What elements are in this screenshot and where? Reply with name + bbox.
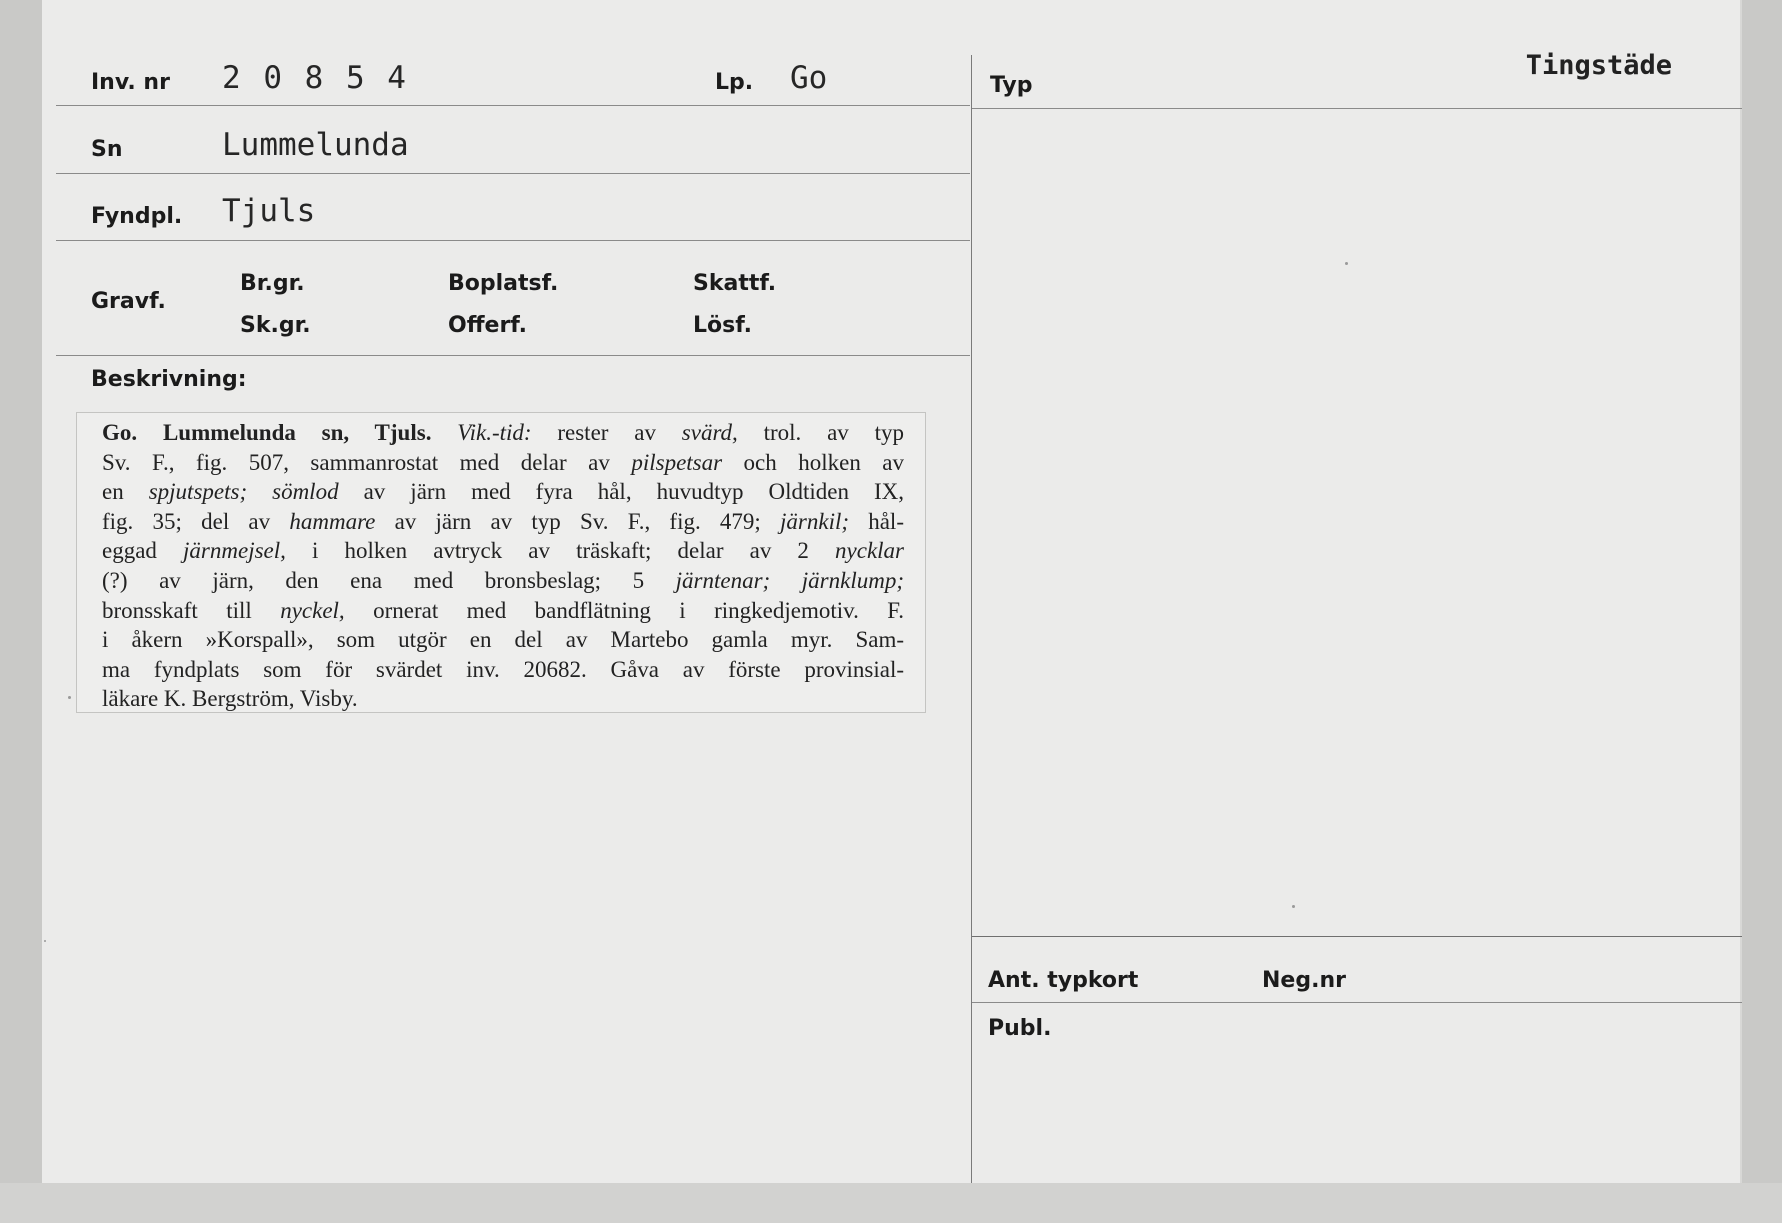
fyndpl-value: Tjuls xyxy=(222,193,316,229)
inv-nr-value: 2 0 8 5 4 xyxy=(222,60,408,96)
row-divider xyxy=(972,108,1742,109)
row-divider xyxy=(972,936,1742,937)
description-text: trol. av typ xyxy=(737,420,905,445)
column-divider xyxy=(971,55,972,1183)
gravf-label: Gravf. xyxy=(91,289,166,314)
description-line xyxy=(102,448,904,478)
fyndpl-label: Fyndpl. xyxy=(91,204,183,229)
description-text: bronsskaft till xyxy=(102,597,281,623)
brgr-label: Br.gr. xyxy=(240,271,305,296)
description-line xyxy=(102,625,904,655)
description-text xyxy=(431,420,457,445)
description-text: eggad xyxy=(102,538,184,564)
description-text: svärd, xyxy=(681,420,738,445)
description-line xyxy=(102,477,904,507)
description-text: fig. 35; del av xyxy=(102,508,290,534)
losf-label: Lösf. xyxy=(693,313,752,338)
description-text: järnmejsel, xyxy=(183,538,286,564)
lp-label: Lp. xyxy=(715,70,754,95)
description-line xyxy=(102,566,904,596)
description-clipping xyxy=(76,412,926,713)
description-text: och holken av xyxy=(722,449,905,475)
description-text: pilspetsar xyxy=(631,449,723,475)
description-text: läkare K. Bergström, Visby. xyxy=(102,686,358,712)
description-line xyxy=(102,655,904,685)
scan-speck xyxy=(68,696,71,699)
description-line xyxy=(102,596,904,626)
description-text: ma fyndplats som för svärdet inv. 20682. Gåva av förste provinsial- xyxy=(102,656,904,682)
offerf-label: Offerf. xyxy=(448,313,528,338)
description-text: (?) av järn, den ena med bronsbeslag; 5 xyxy=(102,568,676,593)
row-divider xyxy=(56,240,970,241)
lp-value: Go xyxy=(790,60,828,96)
description-line xyxy=(102,536,904,566)
description-text: av järn med fyra hål, huvudtyp Oldtiden IX, xyxy=(338,479,904,505)
description-text: nyckel, xyxy=(280,597,345,623)
description-text: en xyxy=(102,479,149,505)
description-line xyxy=(102,684,904,714)
ant-typkort-label: Ant. typkort xyxy=(988,968,1139,993)
scan-speck xyxy=(1345,262,1348,265)
neg-nr-label: Neg.nr xyxy=(1262,968,1346,993)
description-text: nycklar xyxy=(835,538,904,564)
description-text: järntenar; järnklump; xyxy=(675,568,904,593)
description-text: järnkil; xyxy=(780,508,850,534)
inv-nr-label: Inv. nr xyxy=(91,70,170,95)
scan-speck xyxy=(44,940,46,942)
row-divider xyxy=(56,105,970,106)
description-text: i åkern »Korspall», som utgör en del av Martebo gamla myr. Sam- xyxy=(102,627,904,653)
boplatsf-label: Boplatsf. xyxy=(448,271,559,296)
description-line xyxy=(102,418,904,448)
skgr-label: Sk.gr. xyxy=(240,313,311,338)
description-text: spjutspets; sömlod xyxy=(148,479,339,505)
row-divider xyxy=(56,173,970,174)
scan-speck xyxy=(1292,905,1295,908)
description-text: hål- xyxy=(849,508,904,534)
description-text: Vik.-tid: xyxy=(457,420,532,445)
publ-label: Publ. xyxy=(988,1016,1052,1041)
scan-background xyxy=(0,1183,1782,1223)
sn-label: Sn xyxy=(91,137,123,162)
description-text: hammare xyxy=(289,508,376,534)
description-line xyxy=(102,507,904,537)
row-divider xyxy=(56,355,970,356)
row-divider xyxy=(972,1002,1742,1003)
description-text: Sv. F., fig. 507, sammanrostat med delar av xyxy=(102,449,632,475)
skattf-label: Skattf. xyxy=(693,271,777,296)
description-text: rester av xyxy=(531,420,682,445)
beskrivning-label: Beskrivning: xyxy=(91,367,247,392)
description-text: ornerat med bandflätning i ringkedjemotiv. F. xyxy=(344,597,904,623)
typ-label: Typ xyxy=(990,73,1033,98)
sn-value: Lummelunda xyxy=(222,127,409,163)
description-text: Go. Lummelunda sn, Tjuls. xyxy=(102,420,432,445)
description-text: av järn av typ Sv. F., fig. 479; xyxy=(375,508,781,534)
description-text: i holken avtryck av träskaft; delar av 2 xyxy=(285,538,836,564)
typ-value: Tingstäde xyxy=(1525,50,1672,81)
